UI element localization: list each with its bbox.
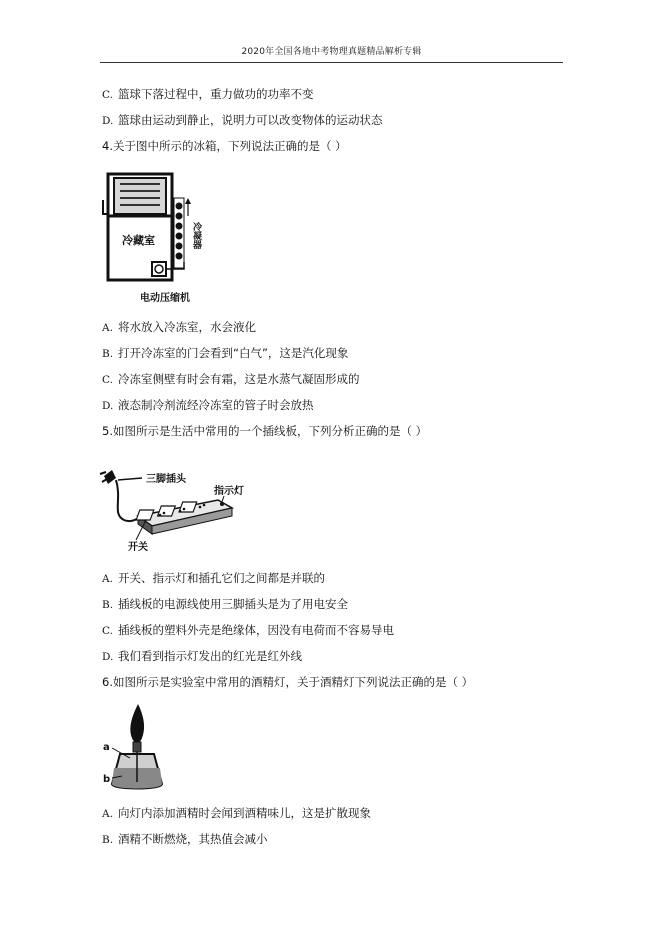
q5-option-b	[102, 597, 348, 612]
option-text: 向灯内添加酒精时会闻到酒精味儿，这是扩散现象	[118, 806, 371, 820]
option-text: 篮球由运动到静止，说明力可以改变物体的运动状态	[118, 113, 383, 127]
alcohol-lamp-figure	[100, 700, 170, 796]
q5-option-d	[102, 649, 302, 664]
option-letter: C.	[102, 625, 113, 637]
page-header: 2020年全国各地中考物理真题精品解析专辑	[241, 47, 422, 57]
option-text: 插线板的塑料外壳是绝缘体，因没有电荷而不容易导电	[118, 623, 394, 637]
option-letter: D.	[102, 115, 114, 127]
light-label: 指示灯	[214, 486, 244, 497]
option-letter: A.	[102, 322, 113, 334]
option-c-prev	[102, 87, 314, 102]
q4-option-d	[102, 398, 314, 413]
q6-option-b	[102, 832, 268, 847]
option-letter: B.	[102, 834, 114, 846]
option-text: 酒精不断燃烧，其热值会减小	[118, 832, 268, 846]
option-text: 打开冷冻室的门会看到“白气”，这是汽化现象	[118, 346, 349, 360]
chamber-label: 冷藏室	[122, 234, 155, 247]
option-letter: B.	[102, 348, 114, 360]
power-strip-figure	[98, 460, 244, 554]
label-b: b	[103, 774, 111, 785]
option-letter: B.	[102, 599, 114, 611]
switch-label: 开关	[128, 542, 148, 553]
option-letter: D.	[102, 651, 114, 663]
option-text: 冷冻室侧壁有时会有霜，这是水蒸气凝固形成的	[118, 372, 360, 386]
question-4-stem: 4.关于图中所示的冰箱，下列说法正确的是（ ）	[102, 139, 347, 153]
q4-option-a	[102, 320, 256, 335]
q5-option-c	[102, 623, 394, 638]
compressor-label: 电动压缩机	[140, 293, 190, 304]
plug-label: 三脚插头	[146, 474, 186, 485]
question-5-stem: 5.如图所示是生活中常用的一个插线板，下列分析正确的是（ ）	[102, 424, 428, 438]
question-6-stem: 6.如图所示是实验室中常用的酒精灯，关于酒精灯下列说法正确的是（ ）	[102, 675, 474, 689]
option-text: 篮球下落过程中，重力做功的功率不变	[118, 87, 314, 101]
option-d-prev	[102, 113, 383, 128]
option-letter: C.	[102, 374, 113, 386]
q4-option-c	[102, 372, 360, 387]
option-text: 将水放入冷冻室，水会液化	[118, 320, 256, 334]
condenser-label: 冷凝器	[191, 222, 201, 249]
option-letter: A.	[102, 808, 113, 820]
option-text: 开关、指示灯和插孔它们之间都是并联的	[118, 571, 325, 585]
q5-option-a	[102, 571, 325, 586]
option-letter: A.	[102, 573, 113, 585]
option-letter: C.	[102, 89, 113, 101]
option-text: 我们看到指示灯发出的红光是红外线	[118, 649, 302, 663]
header-rule	[100, 62, 563, 63]
option-text: 插线板的电源线使用三脚插头是为了用电安全	[118, 597, 348, 611]
fridge-figure	[100, 170, 210, 308]
option-letter: D.	[102, 400, 114, 412]
q6-option-a	[102, 806, 371, 821]
label-a: a	[103, 742, 110, 753]
q4-option-b	[102, 346, 348, 361]
option-text: 液态制冷剂流经冷冻室的管子时会放热	[118, 398, 314, 412]
